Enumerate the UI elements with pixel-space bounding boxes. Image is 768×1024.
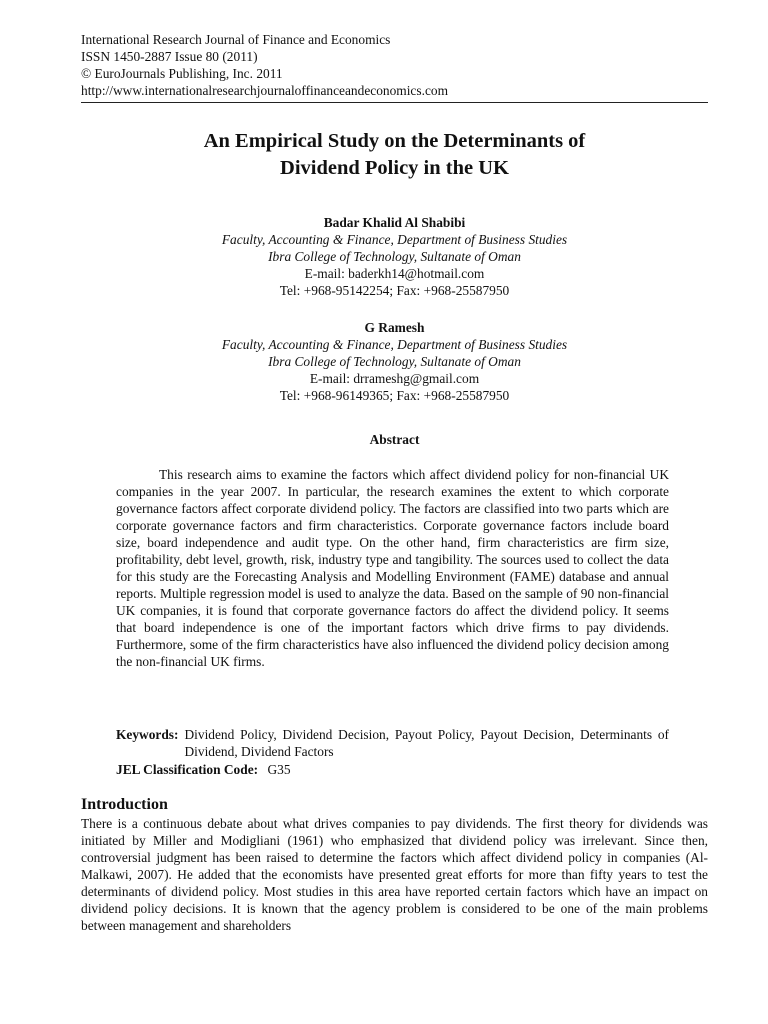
copyright-line: © EuroJournals Publishing, Inc. 2011 — [81, 66, 283, 81]
author-affiliation: Faculty, Accounting & Finance, Department of Business Studies — [221, 232, 568, 247]
author-phone: Tel: +968-96149365; Fax: +968-25587950 — [279, 388, 510, 403]
jel-code: G35 — [267, 762, 291, 777]
title-line-1: An Empirical Study on the Determinants of — [203, 130, 586, 152]
journal-url: http://www.internationalresearchjournaloffinanceandeconomics.com — [81, 83, 448, 98]
introduction-text: There is a continuous debate about what drives companies to pay dividends. The first theory for dividends was initiated by Miller and Modigliani (1961) who emphasized that dividend policy was irrelevant. Since then, controversial judgment has been raised to determine the factors which affect dividend policy in companies (Al-Malkawi, 2007). He added that the economists have presented great efforts for more than fifty years to test the determinants of dividend policy. Most studies in this area have reported certain factors which have an impact on dividend policy decisions. It is known that the agency problem is considered to be one of the main problems between management and shareholders — [81, 816, 708, 933]
issn-issue: ISSN 1450-2887 Issue 80 (2011) — [81, 49, 258, 64]
author-affiliation: Faculty, Accounting & Finance, Department of Business Studies — [221, 337, 568, 352]
author-block-1 — [81, 214, 708, 299]
keywords-label: Keywords: — [116, 727, 179, 742]
author-email: E-mail: drrameshg@gmail.com — [309, 371, 480, 386]
jel-classification — [116, 761, 669, 778]
author-block-2 — [81, 319, 708, 404]
title-line-2: Dividend Policy in the UK — [280, 157, 509, 179]
journal-name: International Research Journal of Finance and Economics — [81, 32, 391, 47]
keywords-block — [116, 726, 669, 760]
author-name: Badar Khalid Al Shabibi — [323, 215, 466, 230]
author-name: G Ramesh — [364, 320, 425, 335]
author-institution: Ibra College of Technology, Sultanate of Oman — [268, 354, 521, 369]
paper-title — [81, 128, 708, 182]
journal-header — [81, 31, 708, 99]
author-email: E-mail: baderkh14@hotmail.com — [304, 266, 485, 281]
introduction-heading: Introduction — [81, 796, 168, 813]
abstract-heading: Abstract — [369, 432, 420, 447]
jel-label: JEL Classification Code: — [116, 762, 259, 777]
header-divider — [81, 102, 708, 103]
author-phone: Tel: +968-95142254; Fax: +968-25587950 — [279, 283, 510, 298]
abstract-text: This research aims to examine the factors which affect dividend policy for non-financial UK companies in the year 2007. In particular, the research examines the extent to which corporate governance factors affect corporate dividend policy. The factors are classified into two parts which are corporate governance factors and firm characteristics. Corporate governance factors include board size, board independence and audit type. On the other hand, firm characteristics are firm size, profitability, debt level, growth, risk, industry type and tangibility. The sources used to collect the data for this study are the Forecasting Analysis and Modelling Environment (FAME) database and annual reports. Multiple regression model is used to analyze the data. Based on the sample of 90 non-financial UK companies, it is found that corporate governance factors do affect the dividend policy. It seems that board independence is one of the important factors which drive firms to pay dividends. Furthermore, some of the firm characteristics have also influenced the dividend policy decision among the non-financial UK firms. — [116, 467, 669, 669]
author-institution: Ibra College of Technology, Sultanate of Oman — [268, 249, 521, 264]
keywords-text: Dividend Policy, Dividend Decision, Payout Policy, Payout Decision, Determinants of Dividend, Dividend Factors — [184, 727, 669, 759]
